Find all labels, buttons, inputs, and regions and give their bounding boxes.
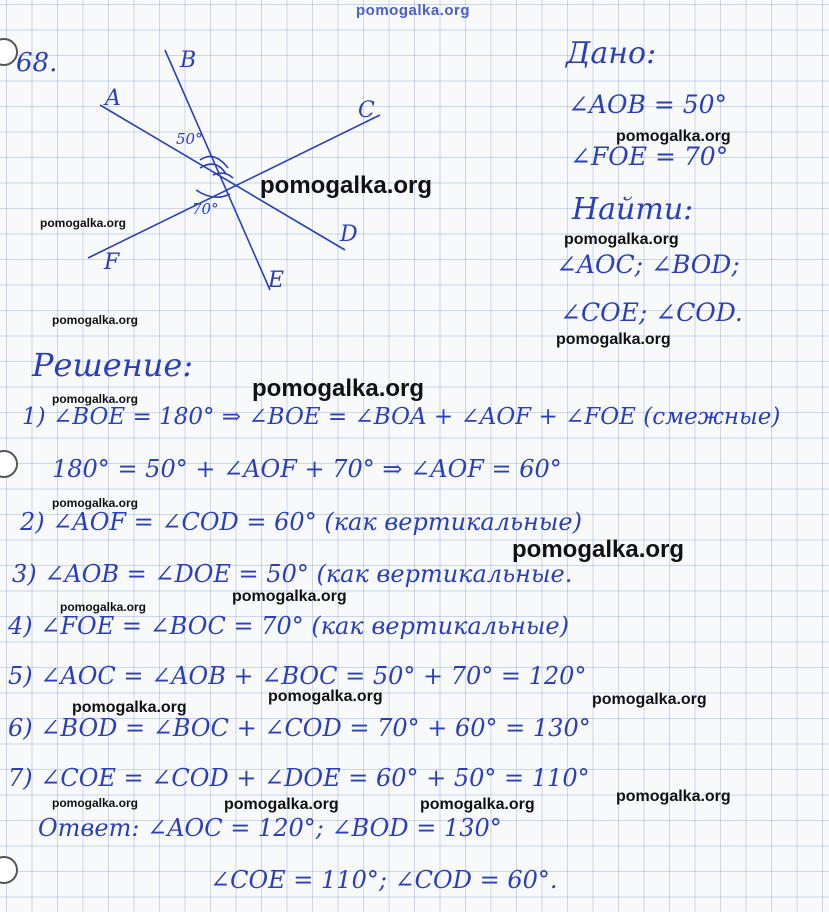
watermark-text: pomogalka.org bbox=[232, 588, 347, 605]
point-label-c: C bbox=[358, 98, 375, 123]
solution-step-3: 3) ∠AOB = ∠DOE = 50° (как вертикальные. bbox=[12, 560, 573, 588]
solution-step-6: 6) ∠BOD = ∠BOC + ∠COD = 70° + 60° = 130° bbox=[8, 714, 591, 742]
solution-step-5: 5) ∠AOC = ∠AOB + ∠BOC = 50° + 70° = 120° bbox=[8, 662, 587, 690]
watermark-text: pomogalka.org bbox=[52, 496, 139, 510]
solution-step-1a: 1) ∠BOE = 180° ⇒ ∠BOE = ∠BOA + ∠AOF + ∠FOE (смежные) bbox=[22, 404, 781, 430]
watermark-text: pomogalka.org bbox=[72, 699, 187, 716]
find-line-1: ∠AOC; ∠BOD; bbox=[556, 250, 740, 279]
point-label-f: F bbox=[104, 250, 120, 275]
answer-line-2: ∠COE = 110°; ∠COD = 60°. bbox=[210, 866, 558, 894]
given-line-2: ∠FOE = 70° bbox=[570, 142, 729, 171]
given-title: Дано: bbox=[566, 36, 657, 71]
find-line-2: ∠COE; ∠COD. bbox=[560, 298, 743, 327]
watermark-text: pomogalka.org bbox=[52, 392, 139, 406]
watermark-text: pomogalka.org bbox=[592, 691, 707, 708]
site-watermark-top: pomogalka.org bbox=[356, 2, 471, 19]
point-label-b: B bbox=[180, 48, 197, 73]
find-title: Найти: bbox=[572, 192, 694, 227]
watermark-text: pomogalka.org bbox=[52, 313, 139, 327]
watermark-text: pomogalka.org bbox=[616, 788, 731, 805]
watermark-text: pomogalka.org bbox=[420, 796, 535, 813]
line-be bbox=[165, 50, 270, 290]
watermark-text: pomogalka.org bbox=[260, 172, 433, 199]
solution-step-2: 2) ∠AOF = ∠COD = 60° (как вертикальные) bbox=[20, 508, 582, 536]
watermark-text: pomogalka.org bbox=[564, 231, 679, 248]
solution-step-1b: 180° = 50° + ∠AOF + 70° ⇒ ∠AOF = 60° bbox=[52, 455, 562, 483]
watermark-text: pomogalka.org bbox=[40, 216, 127, 230]
given-line-1: ∠AOB = 50° bbox=[568, 90, 728, 119]
watermark-text: pomogalka.org bbox=[616, 128, 731, 145]
watermark-text: pomogalka.org bbox=[52, 796, 139, 810]
point-label-d: D bbox=[340, 222, 358, 247]
answer-line-1: Ответ: ∠AOC = 120°; ∠BOD = 130° bbox=[38, 814, 502, 842]
watermark-text: pomogalka.org bbox=[60, 600, 147, 614]
angle-aob-label: 50° bbox=[176, 130, 203, 148]
solution-step-7: 7) ∠COE = ∠COD + ∠DOE = 60° + 50° = 110° bbox=[8, 764, 590, 792]
angle-foe-label: 70° bbox=[192, 200, 219, 218]
watermark-text: pomogalka.org bbox=[252, 375, 425, 402]
watermark-text: pomogalka.org bbox=[268, 688, 383, 705]
point-label-e: E bbox=[268, 268, 285, 293]
point-label-a: A bbox=[105, 86, 121, 111]
watermark-text: pomogalka.org bbox=[512, 536, 685, 563]
solution-title: Решение: bbox=[32, 346, 194, 384]
watermark-text: pomogalka.org bbox=[556, 331, 671, 348]
watermark-text: pomogalka.org bbox=[224, 796, 339, 813]
problem-number: 68. bbox=[16, 48, 58, 78]
solution-step-4: 4) ∠FOE = ∠BOC = 70° (как вертикальные) bbox=[8, 612, 569, 640]
